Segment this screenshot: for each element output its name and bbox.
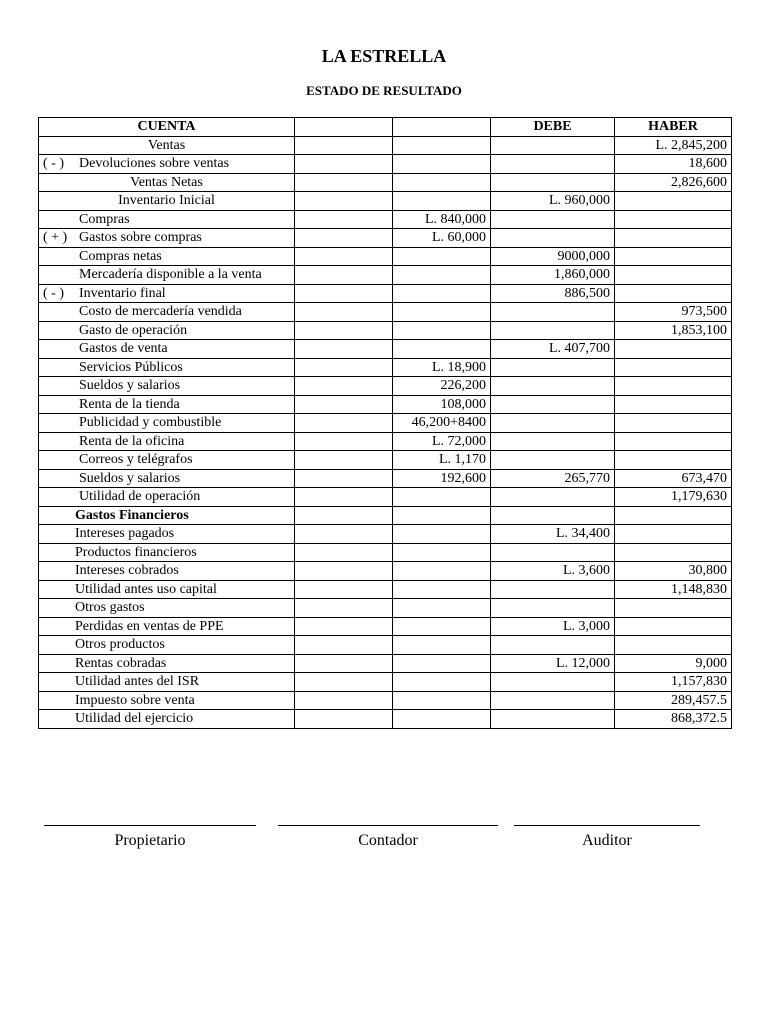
signature-line	[44, 825, 256, 826]
table-row	[39, 580, 732, 599]
cell-col3	[393, 173, 491, 192]
row-label: Ventas Netas	[130, 174, 203, 190]
cell-col2	[295, 432, 393, 451]
row-label: Intereses cobrados	[75, 563, 179, 578]
row-label: Ventas	[147, 137, 186, 153]
cell-cuenta	[39, 654, 295, 673]
cell-haber	[615, 432, 732, 451]
cell-haber: 1,853,100	[615, 321, 732, 340]
cell-col2	[295, 210, 393, 229]
cell-col3	[393, 617, 491, 636]
cell-col2	[295, 136, 393, 155]
cell-cuenta	[39, 284, 295, 303]
cell-col2	[295, 488, 393, 507]
row-label: Sueldos y salarios	[79, 470, 181, 486]
cell-haber	[615, 543, 732, 562]
cell-haber: 30,800	[615, 562, 732, 581]
cell-debe	[491, 636, 615, 655]
cell-debe	[491, 377, 615, 396]
cell-col3: L. 72,000	[393, 432, 491, 451]
cell-col3	[393, 636, 491, 655]
cell-cuenta	[39, 358, 295, 377]
table-row	[39, 192, 732, 211]
cell-col3	[393, 247, 491, 266]
cell-col2	[295, 284, 393, 303]
row-label: Compras	[79, 211, 130, 227]
cell-cuenta	[39, 210, 295, 229]
cell-col3	[393, 710, 491, 729]
cell-cuenta	[39, 266, 295, 285]
table-row	[39, 395, 732, 414]
signature-line	[278, 825, 498, 826]
row-label: Costo de mercadería vendida	[79, 304, 242, 319]
cell-col2	[295, 654, 393, 673]
cell-col3: 46,200+8400	[393, 414, 491, 433]
signature-label-contador: Contador	[358, 832, 418, 849]
cell-debe: L. 3,600	[491, 562, 615, 581]
cell-haber	[615, 340, 732, 359]
row-label: Gasto de operación	[79, 322, 188, 338]
table-row	[39, 210, 732, 229]
cell-cuenta	[39, 136, 295, 155]
cell-haber: 1,148,830	[615, 580, 732, 599]
cell-cuenta	[39, 469, 295, 488]
cell-col2	[295, 469, 393, 488]
cell-cuenta	[39, 155, 295, 174]
row-label: Utilidad antes del ISR	[75, 674, 200, 689]
cell-haber	[615, 284, 732, 303]
row-prefix: ( - )	[43, 285, 64, 301]
cell-col3: L. 60,000	[393, 229, 491, 248]
cell-col3	[393, 321, 491, 340]
cell-cuenta	[39, 710, 295, 729]
cell-col3	[393, 580, 491, 599]
table-row	[39, 247, 732, 266]
cell-haber	[615, 229, 732, 248]
cell-col3: L. 18,900	[393, 358, 491, 377]
cell-debe	[491, 173, 615, 192]
document-subtitle: ESTADO DE RESULTADO	[306, 83, 462, 98]
cell-cuenta	[39, 599, 295, 618]
cell-col3	[393, 284, 491, 303]
cell-col2	[295, 247, 393, 266]
table-row	[39, 303, 732, 322]
cell-cuenta	[39, 543, 295, 562]
row-label: Gastos de venta	[79, 341, 168, 356]
cell-cuenta	[39, 321, 295, 340]
table-row	[39, 451, 732, 470]
cell-col2	[295, 340, 393, 359]
cell-debe: L. 407,700	[491, 340, 615, 359]
table-row	[39, 636, 732, 655]
row-label: Otros productos	[75, 637, 165, 652]
table-row	[39, 673, 732, 692]
cell-haber: 2,826,600	[615, 173, 732, 192]
cell-cuenta	[39, 414, 295, 433]
cell-debe	[491, 599, 615, 618]
cell-debe	[491, 488, 615, 507]
cell-cuenta	[39, 525, 295, 544]
table-row	[39, 155, 732, 174]
table-row	[39, 432, 732, 451]
row-prefix: ( - )	[43, 156, 64, 171]
table-row	[39, 562, 732, 581]
signature-auditor	[514, 815, 700, 855]
header-debe: DEBE	[491, 118, 615, 137]
cell-cuenta	[39, 377, 295, 396]
row-label: Gastos sobre compras	[79, 230, 202, 245]
cell-haber	[615, 525, 732, 544]
table-row	[39, 377, 732, 396]
cell-cuenta	[39, 580, 295, 599]
row-prefix: ( + )	[43, 230, 68, 245]
row-label: Utilidad antes uso capital	[75, 581, 217, 597]
cell-haber	[615, 617, 732, 636]
cell-col2	[295, 580, 393, 599]
cell-debe	[491, 543, 615, 562]
cell-debe	[491, 710, 615, 729]
cell-col3	[393, 654, 491, 673]
cell-cuenta	[39, 617, 295, 636]
cell-debe	[491, 210, 615, 229]
cell-col2	[295, 691, 393, 710]
cell-haber: 673,470	[615, 469, 732, 488]
cell-cuenta	[39, 340, 295, 359]
cell-col3	[393, 136, 491, 155]
cell-haber	[615, 506, 732, 525]
cell-col2	[295, 599, 393, 618]
table-row	[39, 506, 732, 525]
cell-haber: 868,372.5	[615, 710, 732, 729]
cell-debe	[491, 358, 615, 377]
cell-haber: L. 2,845,200	[615, 136, 732, 155]
cell-haber: 289,457.5	[615, 691, 732, 710]
cell-cuenta	[39, 506, 295, 525]
cell-haber	[615, 636, 732, 655]
cell-debe: L. 34,400	[491, 525, 615, 544]
cell-cuenta	[39, 247, 295, 266]
cell-haber	[615, 266, 732, 285]
table-row	[39, 266, 732, 285]
cell-col2	[295, 395, 393, 414]
cell-cuenta	[39, 192, 295, 211]
table-row	[39, 469, 732, 488]
signature-line	[514, 825, 700, 826]
cell-haber	[615, 451, 732, 470]
cell-haber	[615, 192, 732, 211]
cell-debe	[491, 303, 615, 322]
table-row	[39, 654, 732, 673]
cell-haber: 9,000	[615, 654, 732, 673]
cell-cuenta	[39, 303, 295, 322]
cell-debe: 886,500	[491, 284, 615, 303]
cell-col3	[393, 340, 491, 359]
row-label: Sueldos y salarios	[79, 378, 181, 393]
signature-contador	[278, 815, 498, 855]
cell-cuenta	[39, 229, 295, 248]
row-label: Devoluciones sobre ventas	[79, 156, 230, 171]
cell-col3: 192,600	[393, 469, 491, 488]
row-label: Utilidad del ejercicio	[75, 711, 194, 726]
cell-col2	[295, 192, 393, 211]
row-label: Renta de la oficina	[79, 433, 185, 449]
cell-col3	[393, 543, 491, 562]
cell-debe	[491, 321, 615, 340]
row-label: Renta de la tienda	[79, 396, 180, 412]
cell-col3	[393, 562, 491, 581]
table-row	[39, 691, 732, 710]
cell-debe: L. 960,000	[491, 192, 615, 211]
cell-col2	[295, 525, 393, 544]
cell-col2	[295, 155, 393, 174]
cell-debe: L. 12,000	[491, 654, 615, 673]
cell-col3: 108,000	[393, 395, 491, 414]
table-row	[39, 710, 732, 729]
table-header-row	[39, 118, 732, 137]
cell-col2	[295, 173, 393, 192]
cell-cuenta	[39, 691, 295, 710]
cell-debe	[491, 451, 615, 470]
row-label: Mercadería disponible a la venta	[79, 267, 262, 282]
cell-haber	[615, 247, 732, 266]
table-row	[39, 136, 732, 155]
cell-debe	[491, 136, 615, 155]
row-label: Servicios Públicos	[79, 359, 183, 375]
cell-col2	[295, 303, 393, 322]
header-col3	[393, 118, 491, 137]
table-row	[39, 358, 732, 377]
row-label: Inventario final	[79, 285, 166, 301]
cell-col3	[393, 303, 491, 322]
cell-col2	[295, 543, 393, 562]
cell-col2	[295, 506, 393, 525]
cell-col3: L. 1,170	[393, 451, 491, 470]
cell-col2	[295, 229, 393, 248]
cell-col2	[295, 358, 393, 377]
cell-haber	[615, 377, 732, 396]
cell-haber	[615, 358, 732, 377]
table-row	[39, 599, 732, 618]
cell-cuenta	[39, 636, 295, 655]
cell-debe	[491, 414, 615, 433]
cell-debe: 265,770	[491, 469, 615, 488]
table-row	[39, 414, 732, 433]
cell-col2	[295, 451, 393, 470]
header-haber: HABER	[615, 118, 732, 137]
header-col2	[295, 118, 393, 137]
cell-col3	[393, 488, 491, 507]
cell-col3	[393, 673, 491, 692]
row-label: Inventario Inicial	[118, 193, 215, 208]
signature-label-propietario: Propietario	[114, 832, 186, 849]
document-title: LA ESTRELLA	[321, 46, 447, 66]
cell-debe: L. 3,000	[491, 617, 615, 636]
income-statement-table	[38, 117, 732, 729]
cell-haber: 973,500	[615, 303, 732, 322]
cell-debe: 9000,000	[491, 247, 615, 266]
row-label: Otros gastos	[75, 600, 145, 615]
cell-debe	[491, 395, 615, 414]
cell-cuenta	[39, 488, 295, 507]
table-row	[39, 543, 732, 562]
row-label: Publicidad y combustible	[79, 415, 222, 430]
cell-debe	[491, 506, 615, 525]
cell-col3: 226,200	[393, 377, 491, 396]
cell-cuenta	[39, 673, 295, 692]
cell-haber	[615, 599, 732, 618]
table-row	[39, 321, 732, 340]
cell-col2	[295, 414, 393, 433]
signature-label-auditor: Auditor	[582, 832, 632, 849]
cell-col2	[295, 673, 393, 692]
cell-col2	[295, 617, 393, 636]
table-row	[39, 617, 732, 636]
cell-col2	[295, 321, 393, 340]
cell-haber: 18,600	[615, 155, 732, 174]
cell-debe	[491, 432, 615, 451]
signature-propietario	[44, 815, 256, 855]
cell-cuenta	[39, 173, 295, 192]
row-label: Intereses pagados	[75, 526, 175, 541]
cell-cuenta	[39, 432, 295, 451]
table-row	[39, 173, 732, 192]
cell-haber: 1,157,830	[615, 673, 732, 692]
cell-haber: 1,179,630	[615, 488, 732, 507]
row-label: Impuesto sobre venta	[75, 692, 195, 708]
cell-cuenta	[39, 562, 295, 581]
row-label: Rentas cobradas	[75, 655, 167, 671]
cell-debe	[491, 580, 615, 599]
row-label: Utilidad de operación	[79, 489, 201, 504]
table-row	[39, 525, 732, 544]
table-row	[39, 229, 732, 248]
cell-debe: 1,860,000	[491, 266, 615, 285]
cell-col3	[393, 599, 491, 618]
cell-debe	[491, 673, 615, 692]
cell-col2	[295, 636, 393, 655]
cell-debe	[491, 229, 615, 248]
cell-haber	[615, 210, 732, 229]
header-cuenta: CUENTA	[39, 118, 295, 137]
cell-haber	[615, 414, 732, 433]
table-row	[39, 488, 732, 507]
cell-col2	[295, 710, 393, 729]
cell-col2	[295, 377, 393, 396]
cell-col3	[393, 155, 491, 174]
row-label: Perdidas en ventas de PPE	[75, 618, 224, 634]
cell-cuenta	[39, 395, 295, 414]
row-label: Gastos Financieros	[75, 507, 189, 523]
cell-col3	[393, 266, 491, 285]
cell-col3	[393, 506, 491, 525]
cell-haber	[615, 395, 732, 414]
row-label: Productos financieros	[75, 544, 197, 560]
table-row	[39, 284, 732, 303]
row-label: Compras netas	[79, 248, 162, 264]
cell-col3	[393, 525, 491, 544]
row-label: Correos y telégrafos	[79, 452, 193, 467]
cell-col3	[393, 691, 491, 710]
cell-col3	[393, 192, 491, 211]
table-row	[39, 340, 732, 359]
cell-col2	[295, 266, 393, 285]
cell-col2	[295, 562, 393, 581]
cell-debe	[491, 155, 615, 174]
cell-col3: L. 840,000	[393, 210, 491, 229]
cell-cuenta	[39, 451, 295, 470]
cell-debe	[491, 691, 615, 710]
